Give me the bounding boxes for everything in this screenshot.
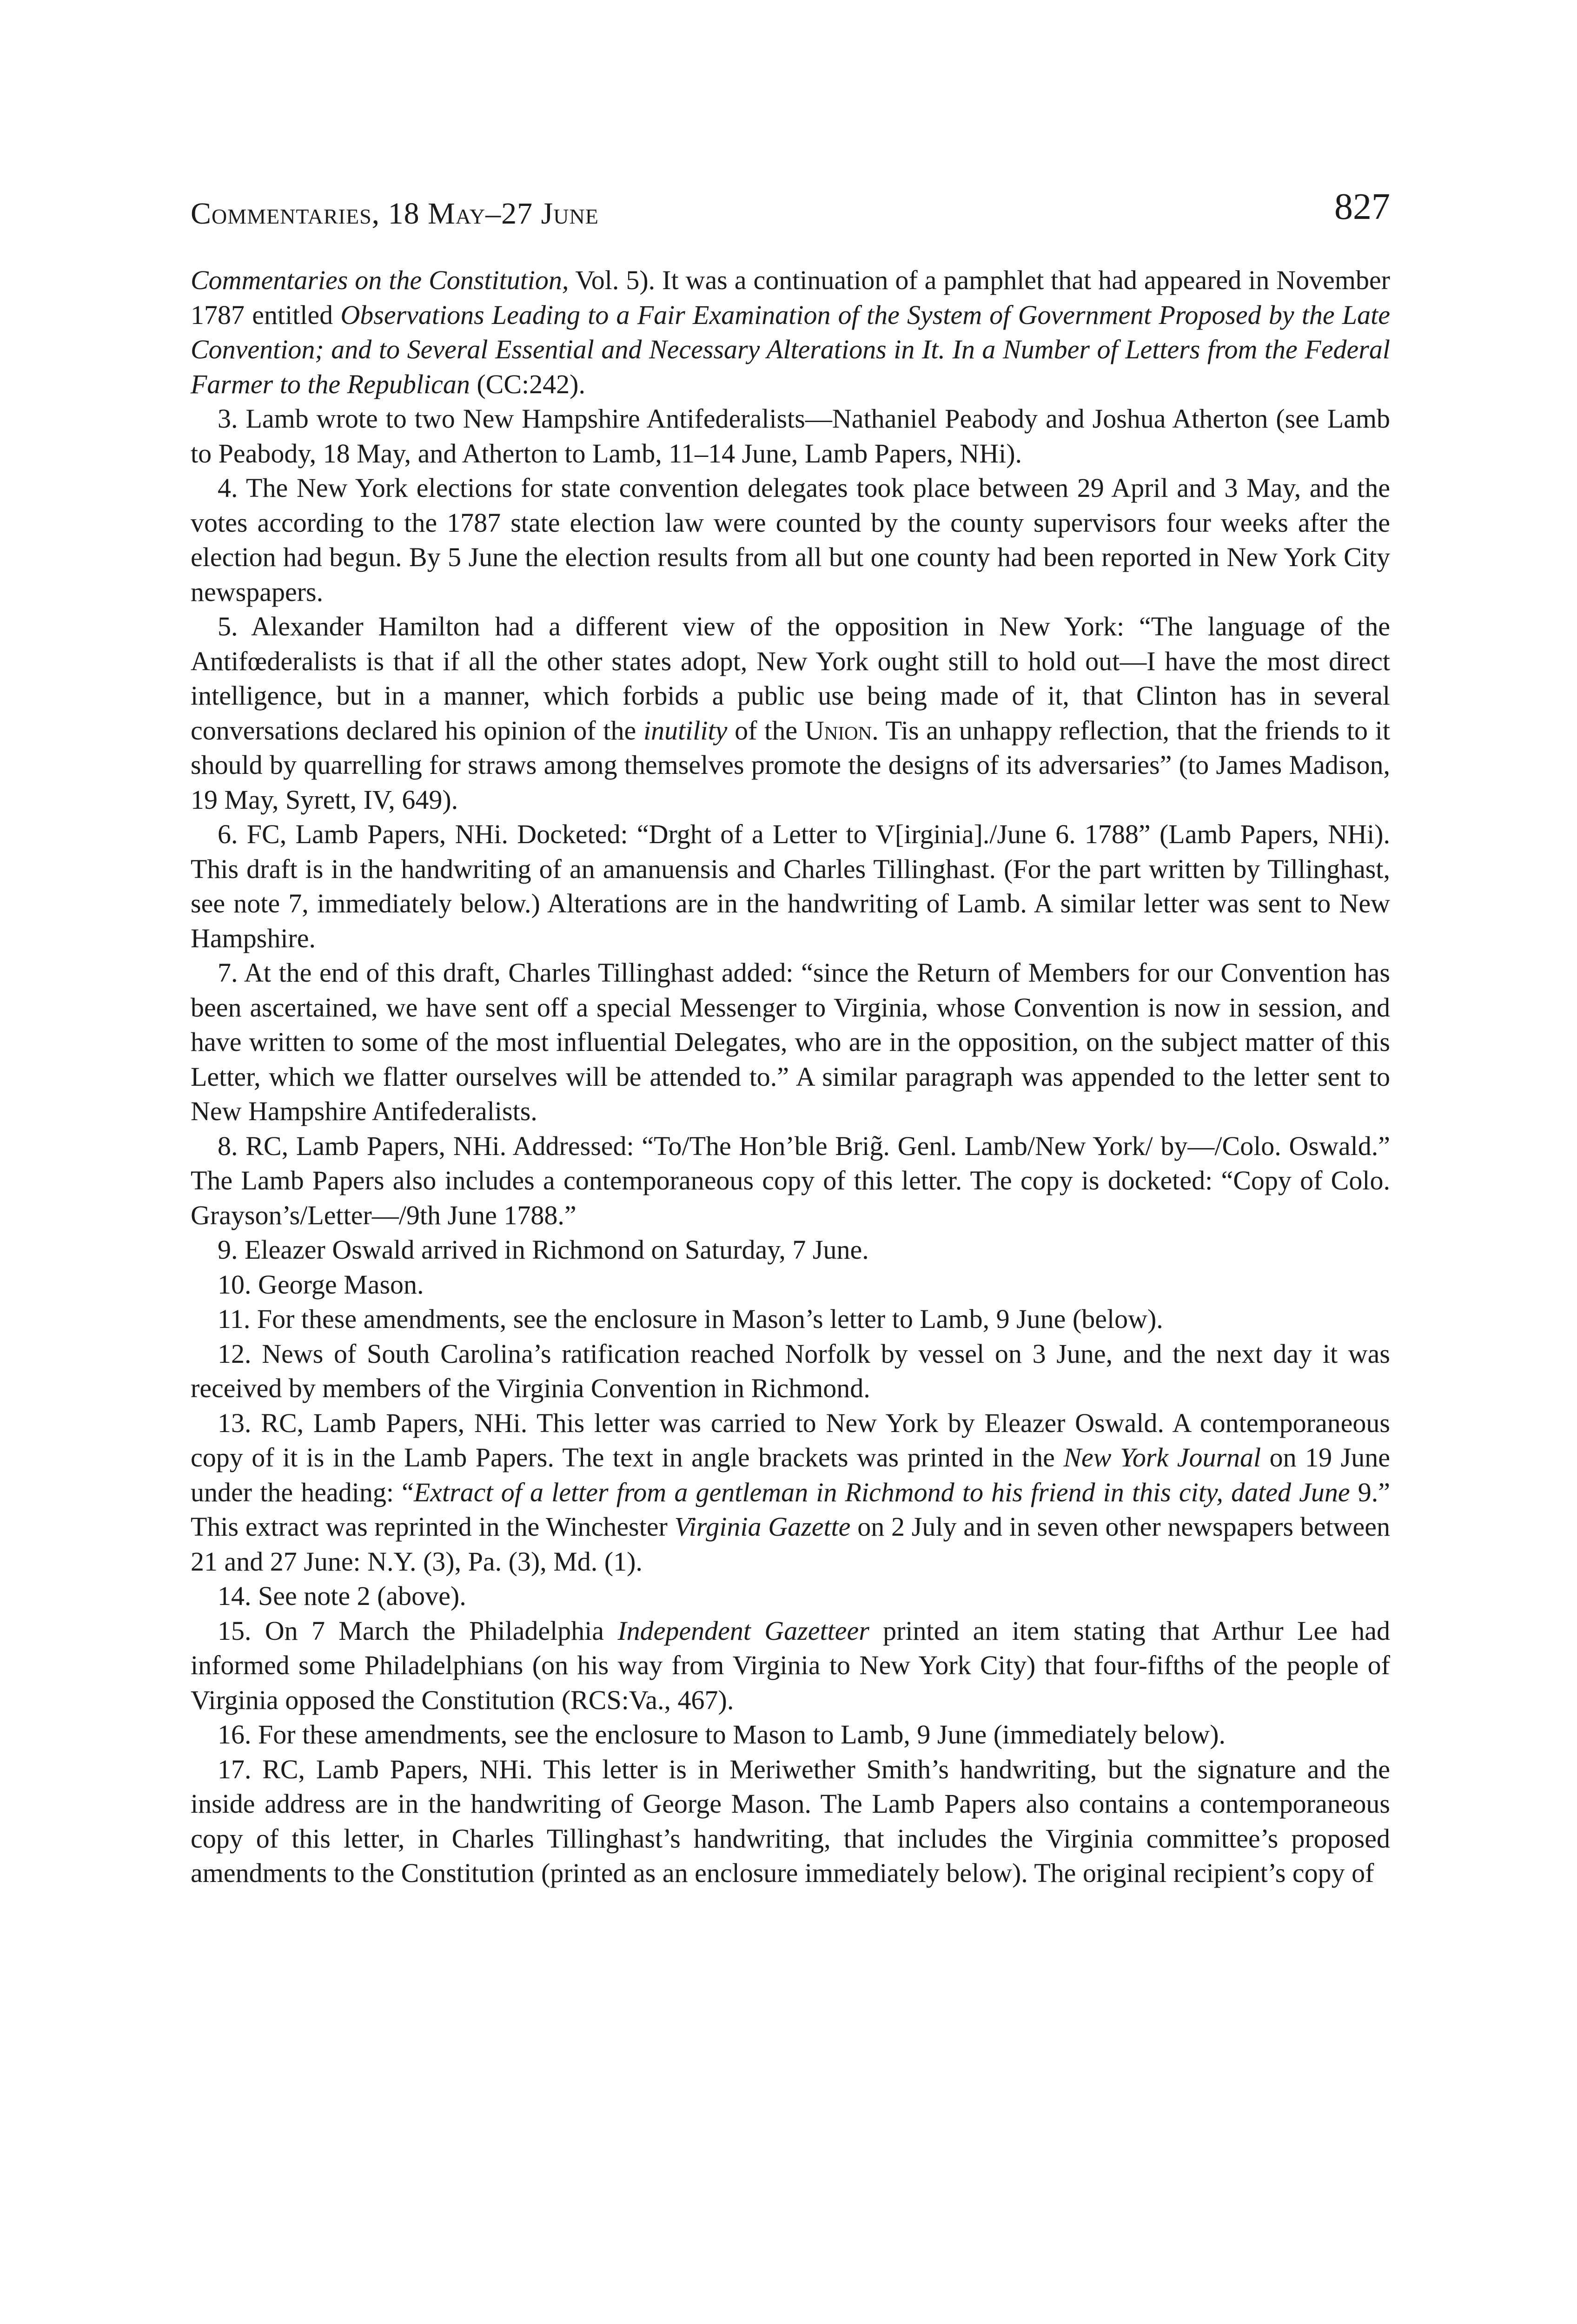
note-8 <box>191 1129 1390 1233</box>
note-text: 14. See note 2 (above). <box>218 1581 466 1611</box>
note-9 <box>191 1233 1390 1268</box>
note-4 <box>191 471 1390 609</box>
note-11 <box>191 1302 1390 1337</box>
note-text: Commentaries on the Constitution, <box>191 265 569 295</box>
note-text: 16. For these amendments, see the enclosure to Mason to Lamb, 9 June (immediately below). <box>218 1719 1226 1750</box>
note-text: 11. For these amendments, see the enclosure in Mason’s letter to Lamb, 9 June (below). <box>218 1304 1163 1334</box>
note-text: 10. George Mason. <box>218 1269 424 1300</box>
note-6 <box>191 817 1390 956</box>
note-text: 12. News of South Carolina’s ratification reached Norfolk by vessel on 3 June, and the next day it was received by members of the Virginia Convention in Richmond. <box>191 1338 1390 1403</box>
note-text: 9.” This extract was reprinted in the Winchester <box>191 1477 1390 1542</box>
note-text: (CC:242). <box>470 369 585 399</box>
note-text: 8. RC, Lamb Papers, NHi. Addressed: “To/The Hon’ble Brig̃. Genl. Lamb/New York/ by—/Colo. Oswald.” The Lamb Papers also includes a contemporaneous copy of this letter. The copy is docketed: “Copy of Colo. Grayson’s/Letter—/9th June 1788.” <box>191 1130 1390 1230</box>
note-13 <box>191 1406 1390 1579</box>
note-text: 15. On 7 March the Philadelphia <box>218 1615 618 1646</box>
note-text: Virginia Gazette <box>674 1512 851 1542</box>
note-text: 7. At the end of this draft, Charles Tillinghast added: “since the Return of Members for our Convention has been ascertained, we have sent off a special Messenger to Virginia, whose Convention is now in session, and have written to some of the most influential Delegates, who are in the opposition, on the subject matter of this Letter, which we flatter ourselves will be attended to.” A similar paragraph was appended to the letter sent to New Hampshire Antifederalists. <box>191 957 1390 1126</box>
note-text: New York Journal <box>1063 1442 1261 1472</box>
endnotes <box>191 263 1390 1891</box>
note-text: on 19 June under the heading: “ <box>191 1442 1390 1507</box>
note-text: on 2 July and in seven other newspapers between 21 and 27 June: N.Y. (3), Pa. (3), Md. (1). <box>191 1512 1391 1577</box>
note-text: inutility <box>643 715 728 746</box>
note-text: 4. The New York elections for state convention delegates took place between 29 April and 3 May, and the votes according to the 1787 state election law were counted by the county supervisors four weeks after the election had begun. By 5 June the election results from all but one county had been reported in New York City newspapers. <box>191 473 1390 607</box>
running-head <box>191 186 1390 237</box>
page-number: 827 <box>1334 186 1390 227</box>
note-15 <box>191 1614 1390 1718</box>
note-text: 3. Lamb wrote to two New Hampshire Antifederalists—Nathaniel Peabody and Joshua Atherton (see Lamb to Peabody, 18 May, and Atherton to Lamb, 11–14 June, Lamb Papers, NHi). <box>191 403 1390 469</box>
document-page <box>191 186 1390 1891</box>
note-17 <box>191 1752 1390 1891</box>
note-14 <box>191 1579 1390 1614</box>
note-text: Union <box>804 715 872 746</box>
note-text: Extract of a letter from a gentleman in Richmond to his friend in this city, dated June <box>413 1477 1350 1507</box>
note-12 <box>191 1337 1390 1406</box>
note-text: 9. Eleazer Oswald arrived in Richmond on Saturday, 7 June. <box>218 1235 869 1265</box>
note-text: . Tis an unhappy reflection, that the friends to it should by quarrelling for straws among themselves promote the designs of its adversaries” (to James Madison, 19 May, Syrett, IV, 649). <box>191 715 1391 815</box>
note-text: 5. Alexander Hamilton had a different view of the opposition in New York: “The language of the Antifœderalists is that if all the other states adopt, New York ought still to hold out—I have the most direct intelligence, but in a manner, which forbids a public use being made of it, that Clinton has in several conversations declared his opinion of the <box>191 611 1390 746</box>
note-text: Independent Gazetteer <box>617 1615 869 1646</box>
note-text: of the <box>727 715 805 746</box>
note-16 <box>191 1717 1390 1752</box>
note-text: Vol. 5). It was a continuation of a pamphlet that had appeared in November 1787 entitled <box>191 265 1390 330</box>
note-text: 6. FC, Lamb Papers, NHi. Docketed: “Drght of a Letter to V[irginia]./June 6. 1788” (Lamb Papers, NHi). This draft is in the handwriting of an amanuensis and Charles Tillinghast. (For the part written by Tillinghast, see note 7, immediately below.) Alterations are in the handwriting of Lamb. A similar letter was sent to New Hampshire. <box>191 819 1390 953</box>
note-continuation <box>191 263 1390 402</box>
note-10 <box>191 1268 1390 1302</box>
note-text: Observations Leading to a Fair Examination of the System of Government Proposed by the Late Convention; and to Several Essential and Necessary Alterations in It. In a Number of Letters from the Federal Farmer to the Republican <box>191 299 1390 399</box>
running-title: Commentaries, 18 May–27 June <box>191 197 599 231</box>
note-text: 17. RC, Lamb Papers, NHi. This letter is in Meriwether Smith’s handwriting, but the signature and the inside address are in the handwriting of George Mason. The Lamb Papers also contains a contemporaneous copy of this letter, in Charles Tillinghast’s handwriting, that includes the Virginia committee’s proposed amendments to the Constitution (printed as an enclosure immediately below). The original recipient’s copy of <box>191 1754 1390 1888</box>
note-text: 13. RC, Lamb Papers, NHi. This letter was carried to New York by Eleazer Oswald. A contemporaneous copy of it is in the Lamb Papers. The text in angle brackets was printed in the <box>191 1407 1390 1472</box>
note-7 <box>191 956 1390 1129</box>
note-5 <box>191 609 1390 817</box>
note-3 <box>191 402 1390 471</box>
note-text: printed an item stating that Arthur Lee had informed some Philadelphians (on his way from Virginia to New York City) that four-fifths of the people of Virginia opposed the Constitution (RCS:Va., 467). <box>191 1615 1390 1715</box>
